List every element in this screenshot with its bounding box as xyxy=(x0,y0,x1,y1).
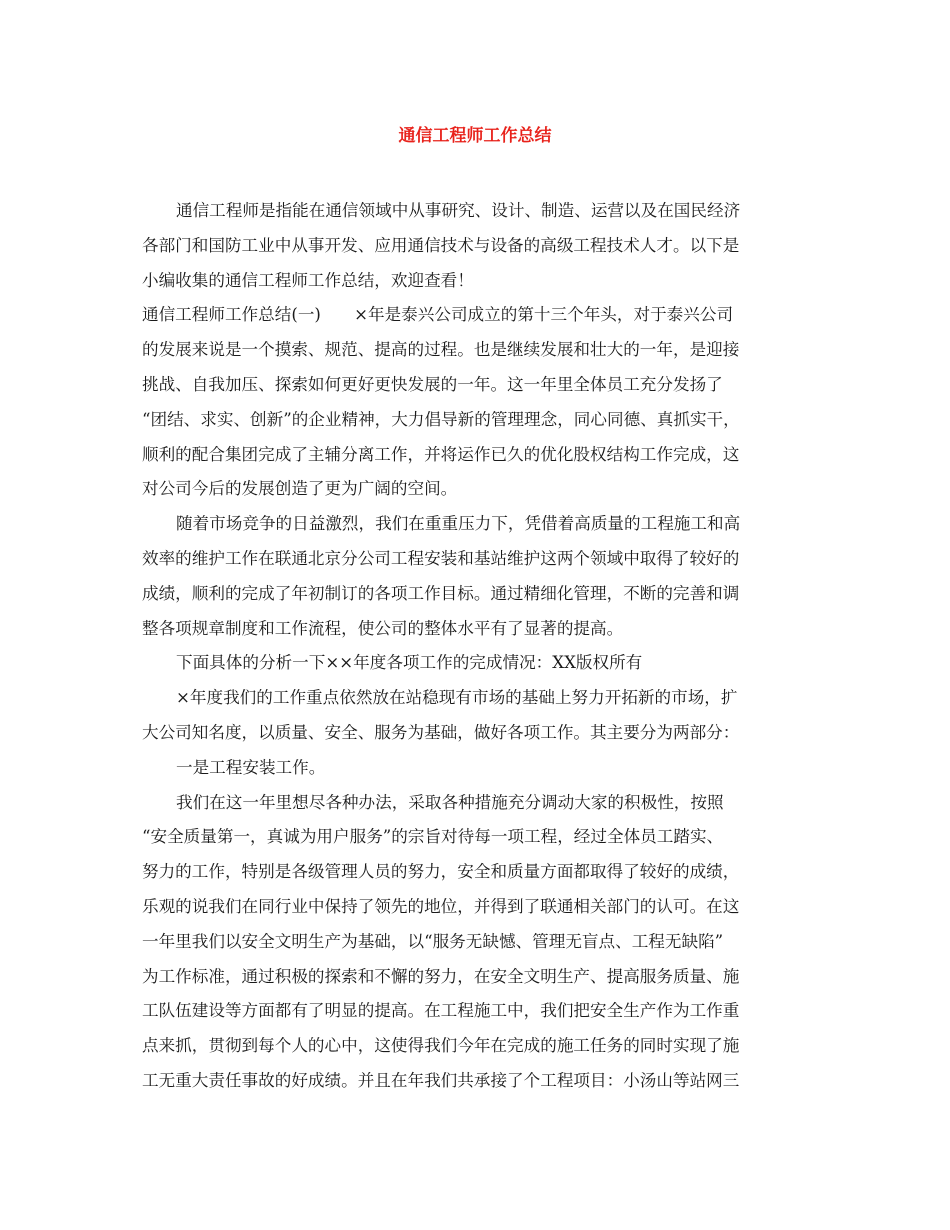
text-line: “安全质量第一，真诚为用户服务”的宗旨对待每一项工程，经过全体员工踏实、 xyxy=(142,827,724,847)
text-line: ×年度我们的工作重点依然放在站稳现有市场的基础上努力开拓新的市场，扩 xyxy=(176,688,738,708)
text-line: 各部门和国防工业中从事开发、应用通信技术与设备的高级工程技术人才。以下是 xyxy=(142,235,740,255)
text-line: 通信工程师是指能在通信领域中从事研究、设计、制造、运营以及在国民经济 xyxy=(176,201,741,220)
text-line: 工队伍建设等方面都有了明显的提高。在工程施工中，我们把安全生产作为工作重 xyxy=(142,1001,740,1021)
text-line: “团结、求实、创新”的企业精神，大力倡导新的管理理念，同心同德、真抓实干， xyxy=(142,409,740,429)
text-line: 随着市场竞争的日益激烈，我们在重重压力下，凭借着高质量的工程施工和高 xyxy=(176,514,741,534)
text-line: 小编收集的通信工程师工作总结，欢迎查看！ xyxy=(142,270,474,290)
text-line: 工无重大责任事故的好成绩。并且在年我们共承接了个工程项目：小汤山等站网三 xyxy=(142,1070,740,1090)
text-line: 乐观的说我们在同行业中保持了领先的地位，并得到了联通相关部门的认可。在这 xyxy=(142,896,740,916)
document-title: 通信工程师工作总结 xyxy=(398,126,552,146)
text-line: 为工作标准，通过积极的探索和不懈的努力，在安全文明生产、提高服务质量、施 xyxy=(142,966,740,986)
text-line: 我们在这一年里想尽各种办法，采取各种措施充分调动大家的积极性，按照 xyxy=(176,792,724,812)
text-line: 效率的维护工作在联通北京分公司工程安装和基站维护这两个领域中取得了较好的 xyxy=(142,548,740,568)
text-line: 顺利的配合集团完成了主辅分离工作，并将运作已久的优化股权结构工作完成，这 xyxy=(142,444,740,464)
text-line: 对公司今后的发展创造了更为广阔的空间。 xyxy=(142,479,458,499)
text-line: 成绩，顺利的完成了年初制订的各项工作目标。通过精细化管理，不断的完善和调 xyxy=(142,583,740,603)
text-line: 一年里我们以安全文明生产为基础，以“服务无缺憾、管理无盲点、工程无缺陷” xyxy=(142,931,724,951)
document-body xyxy=(142,194,822,1099)
text-line: 一是工程安装工作。 xyxy=(176,757,326,777)
text-line: 大公司知名度，以质量、安全、服务为基础，做好各项工作。其主要分为两部分： xyxy=(142,722,740,742)
text-line: 点来抓，贯彻到每个人的心中，这使得我们今年在完成的施工任务的同时实现了施 xyxy=(142,1036,740,1056)
text-line: 下面具体的分析一下××年度各项工作的完成情况：XX版权所有 xyxy=(176,653,643,673)
text-line: 努力的工作，特别是各级管理人员的努力，安全和质量方面都取得了较好的成绩， xyxy=(142,862,740,882)
text-line: 整各项规章制度和工作流程，使公司的整体水平有了显著的提高。 xyxy=(142,618,624,638)
text-line: 通信工程师工作总结(一) ×年是泰兴公司成立的第十三个年头，对于泰兴公司 xyxy=(142,305,734,325)
text-line: 的发展来说是一个摸索、规范、提高的过程。也是继续发展和壮大的一年，是迎接 xyxy=(142,340,740,360)
text-line: 挑战、自我加压、探索如何更好更快发展的一年。这一年里全体员工充分发扬了 xyxy=(142,374,723,394)
